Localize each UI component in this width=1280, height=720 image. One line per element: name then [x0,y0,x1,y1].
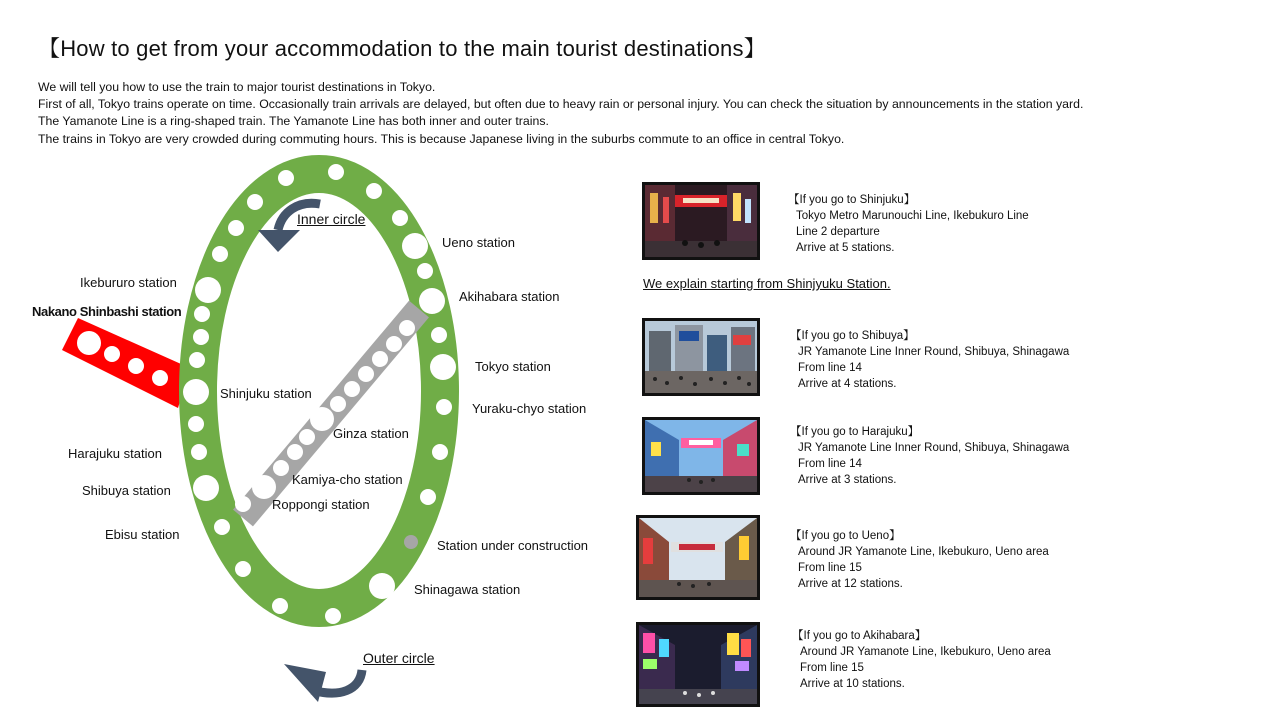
station-dot [328,164,344,180]
destination-arrive: Arrive at 10 stations. [800,678,905,690]
station-dot [191,444,207,460]
destination-arrive: Arrive at 4 stations. [798,378,897,390]
station-dot [369,573,395,599]
station-label-kamiyacho: Kamiya-cho station [292,472,403,487]
station-dot [273,460,289,476]
outer-circle-arrow-icon [284,664,362,702]
station-dot [195,277,221,303]
destination-harajuku [790,424,1069,488]
station-dot [310,407,334,431]
destination-heading: 【If you go to Shinjuku】 [788,194,916,206]
explain-note: We explain starting from Shinjyuku Station. [643,276,891,291]
station-dot [247,194,263,210]
chuo-line [62,318,190,408]
station-label-akihabara: Akihabara station [459,289,560,304]
station-dot [417,263,433,279]
destination-from: From line 15 [800,662,864,674]
destination-heading: 【If you go to Ueno】 [790,530,901,542]
station-dot [372,351,388,367]
destination-heading: 【If you go to Harajuku】 [790,426,920,438]
intro-line: The trains in Tokyo are very crowded during commuting hours. This is because Japanese living in the suburbs commute to an office in central Tokyo. [38,131,845,146]
destination-from: From line 14 [798,362,862,374]
station-dot [235,561,251,577]
station-label-harajuku: Harajuku station [68,446,162,461]
inner-circle-label: Inner circle [297,211,366,227]
shibuya-crossing-photo [642,318,760,396]
station-dot [287,444,303,460]
destination-from: From line 14 [798,458,862,470]
station-dot [325,608,341,624]
station-label-shinagawa: Shinagawa station [414,582,521,597]
station-dot [386,336,402,352]
station-label-nakano: Nakano Shinbashi station [32,304,182,319]
station-dot [188,416,204,432]
station-label-ikebukuro: Ikebururo station [80,275,177,290]
station-label-ginza: Ginza station [333,426,409,441]
station-dot [358,366,374,382]
station-label-roppongi: Roppongi station [272,497,370,512]
ueno-ameyoko-photo [636,515,760,600]
station-dot [419,288,445,314]
destination-line: Around JR Yamanote Line, Ikebukuro, Ueno area [798,546,1049,558]
station-dot [214,519,230,535]
destination-arrive: Arrive at 5 stations. [796,242,895,254]
intro-line: We will tell you how to use the train to major tourist destinations in Tokyo. [38,80,436,94]
destination-line: Tokyo Metro Marunouchi Line, Ikebukuro Line [796,210,1029,222]
station-dot [193,329,209,345]
destination-from: From line 15 [798,562,862,574]
destination-ueno [790,528,1049,592]
page-title: 【How to get from your accommodation to the main tourist destinations】 [38,36,766,61]
destination-heading: 【If you go to Akihabara】 [792,630,927,642]
destination-from: Line 2 departure [796,226,880,238]
construction-station-dot [404,535,418,549]
station-dot [272,598,288,614]
station-dot [194,306,210,322]
station-label-shinjuku: Shinjuku station [220,386,312,401]
station-dot [399,320,415,336]
destination-heading: 【If you go to Shibuya】 [790,330,915,342]
station-dot [344,381,360,397]
station-label-ebisu: Ebisu station [105,527,180,542]
yamanote-route-map [0,150,640,720]
destination-akihabara [792,628,1051,692]
station-label-tokyo: Tokyo station [475,359,551,374]
station-dot [252,475,276,499]
station-dot [366,183,382,199]
station-label-shibuya: Shibuya station [82,483,171,498]
station-dot [431,327,447,343]
intro-line: The Yamanote Line is a ring-shaped train. The Yamanote Line has both inner and outer trains. [38,114,549,129]
station-dot [299,429,315,445]
station-dot [228,220,244,236]
destination-shinjuku [788,192,1029,256]
station-dot [330,396,346,412]
station-dot [436,399,452,415]
akihabara-street-photo [636,622,760,707]
destination-shibuya [790,328,1069,392]
destination-arrive: Arrive at 3 stations. [798,474,897,486]
destination-line: JR Yamanote Line Inner Round, Shibuya, Shinagawa [798,442,1070,454]
station-label-yurakucho: Yuraku-chyo station [472,401,587,416]
outer-circle-label: Outer circle [363,650,435,666]
station-dot [235,496,251,512]
station-dot [420,489,436,505]
station-dot [212,246,228,262]
destination-arrive: Arrive at 12 stations. [798,578,903,590]
station-dot [392,210,408,226]
shinjuku-street-photo [642,182,760,260]
station-dot [183,379,209,405]
destination-line: Around JR Yamanote Line, Ikebukuro, Ueno area [800,646,1051,658]
station-dot [430,354,456,380]
station-label-construction: Station under construction [437,538,589,553]
station-label-ueno: Ueno station [442,235,515,250]
intro-line: First of all, Tokyo trains operate on time. Occasionally train arrivals are delayed, but often due to heavy rain or personal injury. You can check the situation by announcements in the station yard. [38,97,1084,112]
destination-line: JR Yamanote Line Inner Round, Shibuya, Shinagawa [798,346,1070,358]
harajuku-takeshita-photo [642,417,760,495]
intro-text [38,79,1268,148]
station-dot [278,170,294,186]
station-dot [189,352,205,368]
station-dot [432,444,448,460]
station-dot [193,475,219,501]
station-dot [402,233,428,259]
